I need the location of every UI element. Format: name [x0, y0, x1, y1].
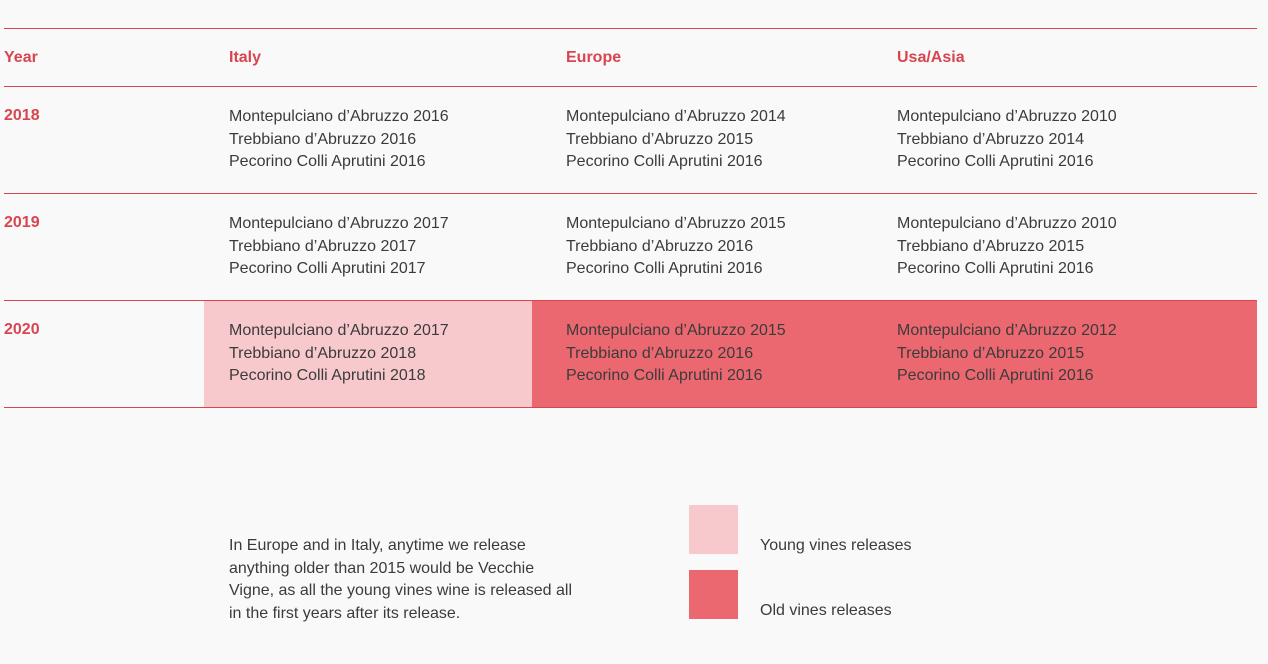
cell-italy	[204, 194, 532, 300]
table-header-row	[4, 28, 1257, 86]
wine-list	[863, 87, 1257, 174]
wine-item: Pecorino Colli Aprutini 2016	[897, 153, 1094, 170]
legend-label-young-vines: Young vines releases	[760, 537, 912, 554]
wine-list	[204, 301, 532, 388]
table-row-2018	[4, 86, 1257, 193]
wine-item: Trebbiano d’Abruzzo 2018	[229, 344, 417, 362]
wine-item: Trebbiano d’Abruzzo 2015	[897, 344, 1085, 362]
wine-list	[204, 194, 532, 281]
wine-list	[532, 301, 863, 388]
wine-item: Montepulciano d’Abruzzo 2012	[897, 322, 1117, 339]
footnote-text: In Europe and in Italy, anytime we release anything older than 2015 would be Vecchie Vigne, as all the young vines wine is released all in the first years after its release.	[229, 537, 573, 622]
header-usa-asia: Usa/Asia	[897, 49, 965, 66]
wine-item: Trebbiano d’Abruzzo 2016	[566, 344, 754, 362]
row-year: 2018	[4, 107, 40, 124]
wine-item: Montepulciano d’Abruzzo 2014	[566, 108, 786, 125]
wine-item: Trebbiano d’Abruzzo 2017	[229, 237, 417, 255]
wine-item: Montepulciano d’Abruzzo 2017	[229, 322, 449, 339]
wine-item: Pecorino Colli Aprutini 2016	[229, 153, 426, 170]
legend-label-old-vines: Old vines releases	[760, 602, 892, 619]
cell-italy	[204, 87, 532, 193]
wine-item: Montepulciano d’Abruzzo 2010	[897, 108, 1117, 125]
wine-item: Trebbiano d’Abruzzo 2016	[229, 130, 417, 148]
release-table	[4, 28, 1257, 408]
cell-usa-asia	[863, 87, 1257, 193]
cell-europe-old-vines	[532, 301, 863, 407]
wine-item: Montepulciano d’Abruzzo 2010	[897, 215, 1117, 232]
header-europe: Europe	[566, 49, 622, 66]
wine-list	[204, 87, 532, 174]
wine-item: Pecorino Colli Aprutini 2018	[229, 367, 426, 384]
wine-item: Pecorino Colli Aprutini 2016	[566, 153, 763, 170]
row-year: 2019	[4, 214, 40, 231]
wine-list	[863, 194, 1257, 281]
row-year: 2020	[4, 321, 40, 338]
cell-italy-young-vines	[204, 301, 532, 407]
legend-swatch-old-vines	[689, 570, 738, 619]
wine-list	[532, 194, 863, 281]
wine-item: Montepulciano d’Abruzzo 2015	[566, 215, 786, 232]
table-row-2020	[4, 300, 1257, 408]
wine-item: Pecorino Colli Aprutini 2016	[897, 367, 1094, 384]
wine-item: Pecorino Colli Aprutini 2016	[566, 367, 763, 384]
wine-list	[863, 301, 1257, 388]
wine-item: Trebbiano d’Abruzzo 2015	[897, 237, 1085, 255]
wine-item: Trebbiano d’Abruzzo 2015	[566, 130, 754, 148]
cell-europe	[532, 194, 863, 300]
cell-europe	[532, 87, 863, 193]
wine-item: Trebbiano d’Abruzzo 2014	[897, 130, 1085, 148]
wine-item: Trebbiano d’Abruzzo 2016	[566, 237, 754, 255]
wine-item: Pecorino Colli Aprutini 2016	[566, 260, 763, 277]
cell-usa-asia-old-vines	[863, 301, 1257, 407]
wine-item: Pecorino Colli Aprutini 2017	[229, 260, 426, 277]
table-row-2019	[4, 193, 1257, 300]
wine-list	[532, 87, 863, 174]
wine-item: Pecorino Colli Aprutini 2016	[897, 260, 1094, 277]
wine-item: Montepulciano d’Abruzzo 2015	[566, 322, 786, 339]
legend-swatch-young-vines	[689, 505, 738, 554]
header-italy: Italy	[229, 49, 262, 66]
wine-item: Montepulciano d’Abruzzo 2017	[229, 215, 449, 232]
wine-item: Montepulciano d’Abruzzo 2016	[229, 108, 449, 125]
cell-usa-asia	[863, 194, 1257, 300]
header-year: Year	[4, 49, 38, 66]
